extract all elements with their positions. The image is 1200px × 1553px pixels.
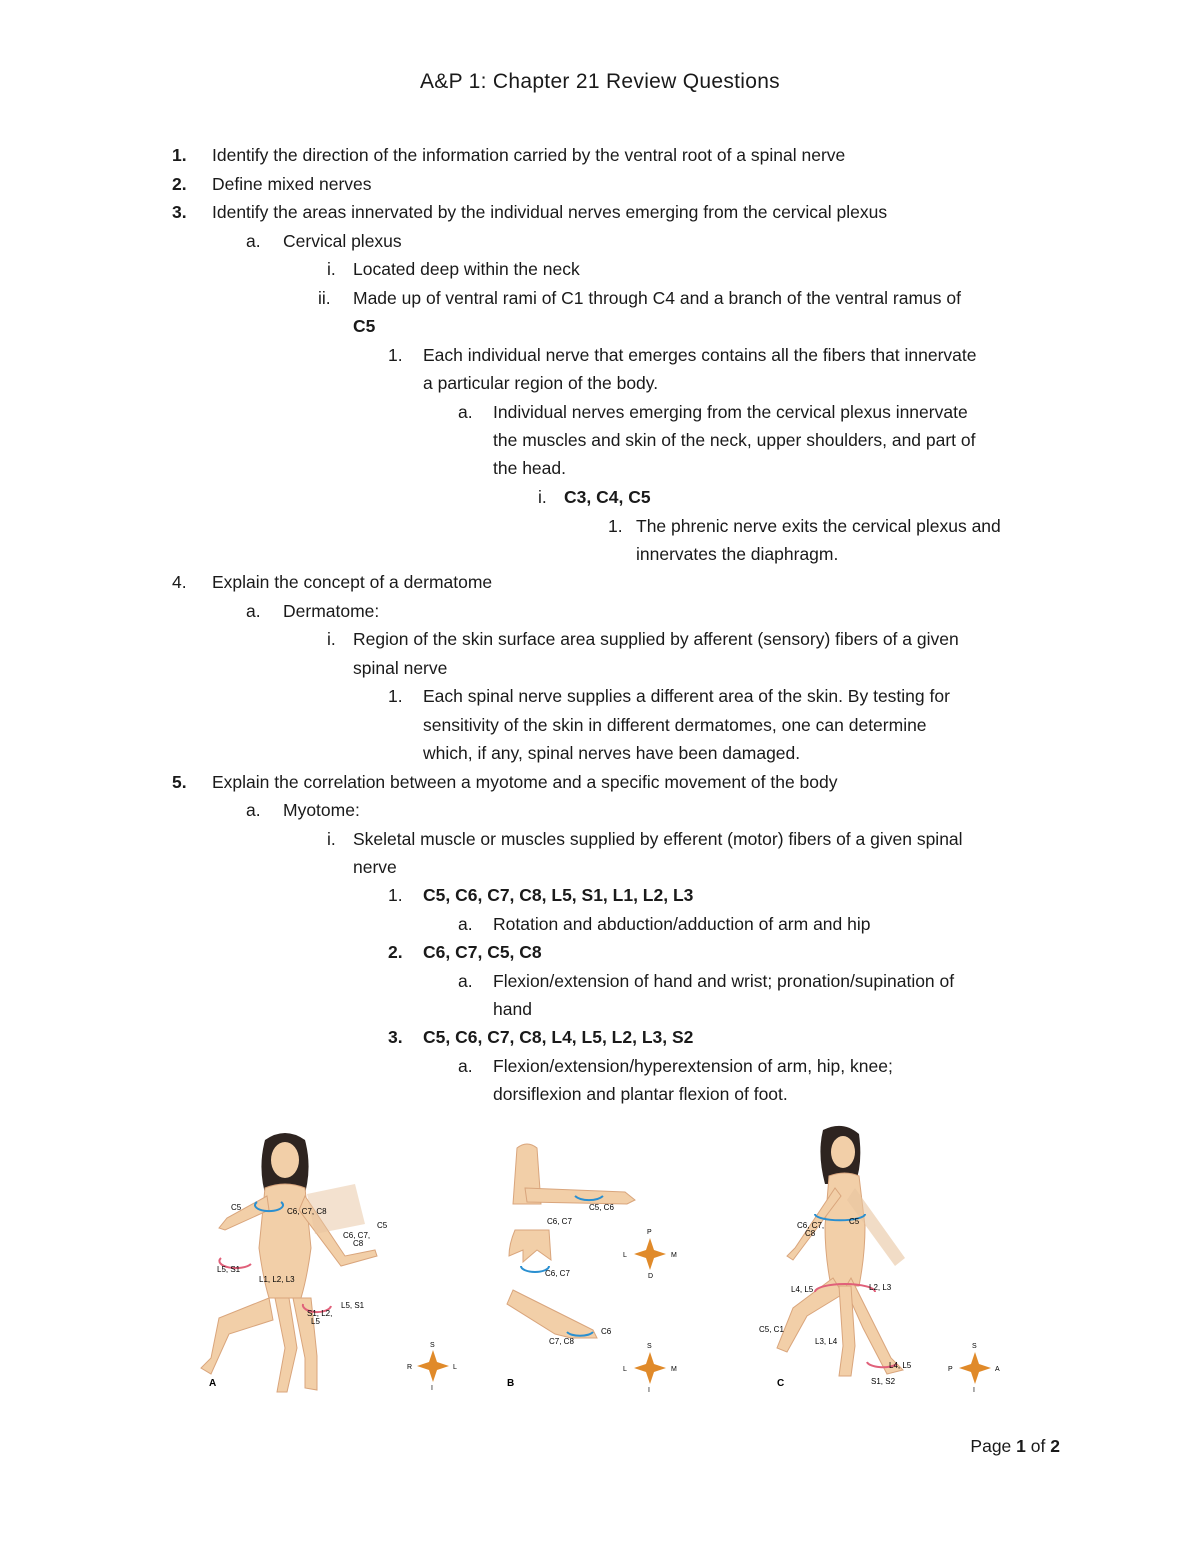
outline-line: Each spinal nerve supplies a different area of the skin. By testing for: [423, 686, 950, 706]
svg-text:C5, C6: C5, C6: [589, 1203, 614, 1212]
list-marker: 1.: [388, 686, 403, 706]
panel-a-label-3: C5: [377, 1221, 388, 1230]
list-marker: 4.: [172, 572, 187, 592]
outline-line: Dermatome:: [283, 601, 380, 621]
list-marker: a.: [246, 231, 261, 251]
list-marker: a.: [246, 601, 261, 621]
outline-line: Explain the concept of a dermatome: [212, 572, 493, 592]
myotome-figure: [195, 1118, 1035, 1398]
svg-text:M: M: [671, 1252, 677, 1259]
outline-line: Made up of ventral rami of C1 through C4 and a branch of the ventral ramus of: [353, 288, 961, 308]
outline-line: Located deep within the neck: [353, 259, 580, 279]
page-number: Page 1 of 2: [970, 1436, 1060, 1456]
panel-a-label-9: S1, L2,: [307, 1309, 333, 1318]
outline-line: which, if any, spinal nerves have been damaged.: [423, 743, 801, 763]
svg-text:S: S: [647, 1343, 652, 1350]
outline-line: nerve: [353, 857, 397, 877]
list-marker: 3.: [388, 1027, 403, 1047]
outline-line: the muscles and skin of the neck, upper shoulders, and part of: [493, 430, 976, 450]
outline-line: C5, C6, C7, C8, L5, S1, L1, L2, L3: [423, 885, 694, 905]
outline-line: Explain the correlation between a myotome and a specific movement of the body: [212, 772, 838, 792]
panel-a-label-4: C6, C7,: [343, 1231, 371, 1240]
outline-line: a particular region of the body.: [423, 373, 659, 393]
svg-text:I: I: [431, 1385, 433, 1392]
svg-text:L3, L4: L3, L4: [815, 1337, 838, 1346]
outline-line: Define mixed nerves: [212, 174, 372, 194]
list-marker: 1.: [172, 145, 187, 165]
outline-line: Identify the direction of the information carried by the ventral root of a spinal nerve: [212, 145, 846, 165]
panel-a-label-2: C6, C7, C8: [287, 1207, 327, 1216]
figure-panel-c: [759, 1126, 1000, 1394]
list-marker: a.: [458, 1056, 473, 1076]
svg-text:D: D: [648, 1273, 654, 1280]
outline-line: Region of the skin surface area supplied by afferent (sensory) fibers of a given: [353, 629, 959, 649]
list-marker: 1.: [388, 885, 403, 905]
svg-text:S: S: [430, 1342, 435, 1349]
svg-text:C6, C7: C6, C7: [547, 1217, 572, 1226]
svg-text:S1, S2: S1, S2: [871, 1377, 896, 1386]
svg-text:L4, L5: L4, L5: [889, 1361, 912, 1370]
outline-line: hand: [493, 999, 532, 1019]
svg-text:C6: C6: [601, 1327, 612, 1336]
panel-a-letter: A: [209, 1378, 217, 1389]
outline-line: innervates the diaphragm.: [636, 544, 839, 564]
svg-text:L: L: [623, 1252, 627, 1259]
outline-line: dorsiflexion and plantar flexion of foot.: [493, 1084, 788, 1104]
svg-text:C7, C8: C7, C8: [549, 1337, 574, 1346]
svg-text:P: P: [647, 1229, 652, 1236]
panel-a-label-5: C8: [353, 1239, 364, 1248]
svg-text:P: P: [948, 1366, 953, 1373]
compass-icon: [407, 1342, 457, 1392]
list-marker: 3.: [172, 202, 187, 222]
list-marker: 5.: [172, 772, 187, 792]
outline-line: Cervical plexus: [283, 231, 402, 251]
list-marker: a.: [458, 914, 473, 934]
svg-text:A: A: [995, 1366, 1000, 1373]
page-title: A&P 1: Chapter 21 Review Questions: [419, 70, 780, 93]
figure-panel-a: [201, 1133, 457, 1392]
list-marker: ii.: [318, 288, 331, 308]
compass-icon: [948, 1343, 1000, 1394]
list-marker: a.: [458, 402, 473, 422]
outline-line: C3, C4, C5: [564, 487, 651, 507]
outline-line: C6, C7, C5, C8: [423, 942, 542, 962]
svg-text:L: L: [623, 1366, 627, 1373]
outline-line: Myotome:: [283, 800, 360, 820]
list-marker: i.: [327, 829, 336, 849]
outline-line: The phrenic nerve exits the cervical plexus and: [636, 516, 1001, 536]
list-marker: i.: [327, 629, 336, 649]
svg-text:C5, C1: C5, C1: [759, 1325, 784, 1334]
compass-icon: [623, 1229, 677, 1280]
list-marker: 2.: [172, 174, 187, 194]
panel-c-letter: C: [777, 1378, 785, 1389]
svg-text:R: R: [407, 1364, 413, 1371]
outline-line: sensitivity of the skin in different dermatomes, one can determine: [423, 715, 927, 735]
panel-a-label-6: L5, S1: [217, 1265, 241, 1274]
outline-line: Rotation and abduction/adduction of arm and hip: [493, 914, 871, 934]
svg-text:L2, L3: L2, L3: [869, 1283, 892, 1292]
compass-icon: [623, 1343, 677, 1394]
list-marker: a.: [246, 800, 261, 820]
panel-a-label-8: L5, S1: [341, 1301, 365, 1310]
figure-panel-b: [507, 1144, 677, 1394]
list-marker: 1.: [388, 345, 403, 365]
svg-text:C8: C8: [805, 1229, 816, 1238]
svg-text:L: L: [453, 1364, 457, 1371]
panel-a-label-1: C5: [231, 1203, 242, 1212]
list-marker: 1.: [608, 516, 623, 536]
svg-text:C6, C7: C6, C7: [545, 1269, 570, 1278]
outline-line: Flexion/extension of hand and wrist; pronation/supination of: [493, 971, 955, 991]
svg-text:I: I: [648, 1387, 650, 1394]
svg-text:L4, L5: L4, L5: [791, 1285, 814, 1294]
panel-a-label-10: L5: [311, 1317, 320, 1326]
outline-line: Skeletal muscle or muscles supplied by efferent (motor) fibers of a given spinal: [353, 829, 963, 849]
svg-text:S: S: [972, 1343, 977, 1350]
panel-b-letter: B: [507, 1378, 515, 1389]
outline-line: C5: [353, 316, 376, 336]
outline-line: the head.: [493, 458, 566, 478]
outline-line: Identify the areas innervated by the individual nerves emerging from the cervical plexus: [212, 202, 888, 222]
outline-line: Each individual nerve that emerges contains all the fibers that innervate: [423, 345, 977, 365]
outline-line: Flexion/extension/hyperextension of arm, hip, knee;: [493, 1056, 893, 1076]
list-marker: 2.: [388, 942, 403, 962]
outline-line: C5, C6, C7, C8, L4, L5, L2, L3, S2: [423, 1027, 694, 1047]
list-marker: a.: [458, 971, 473, 991]
list-marker: i.: [538, 487, 547, 507]
svg-text:C6, C7,: C6, C7,: [797, 1221, 825, 1230]
panel-a-label-7: L1, L2, L3: [259, 1275, 295, 1284]
svg-text:C5: C5: [849, 1217, 860, 1226]
svg-text:I: I: [973, 1387, 975, 1394]
outline-line: Individual nerves emerging from the cervical plexus innervate: [493, 402, 968, 422]
outline-line: spinal nerve: [353, 658, 448, 678]
list-marker: i.: [327, 259, 336, 279]
svg-text:M: M: [671, 1366, 677, 1373]
